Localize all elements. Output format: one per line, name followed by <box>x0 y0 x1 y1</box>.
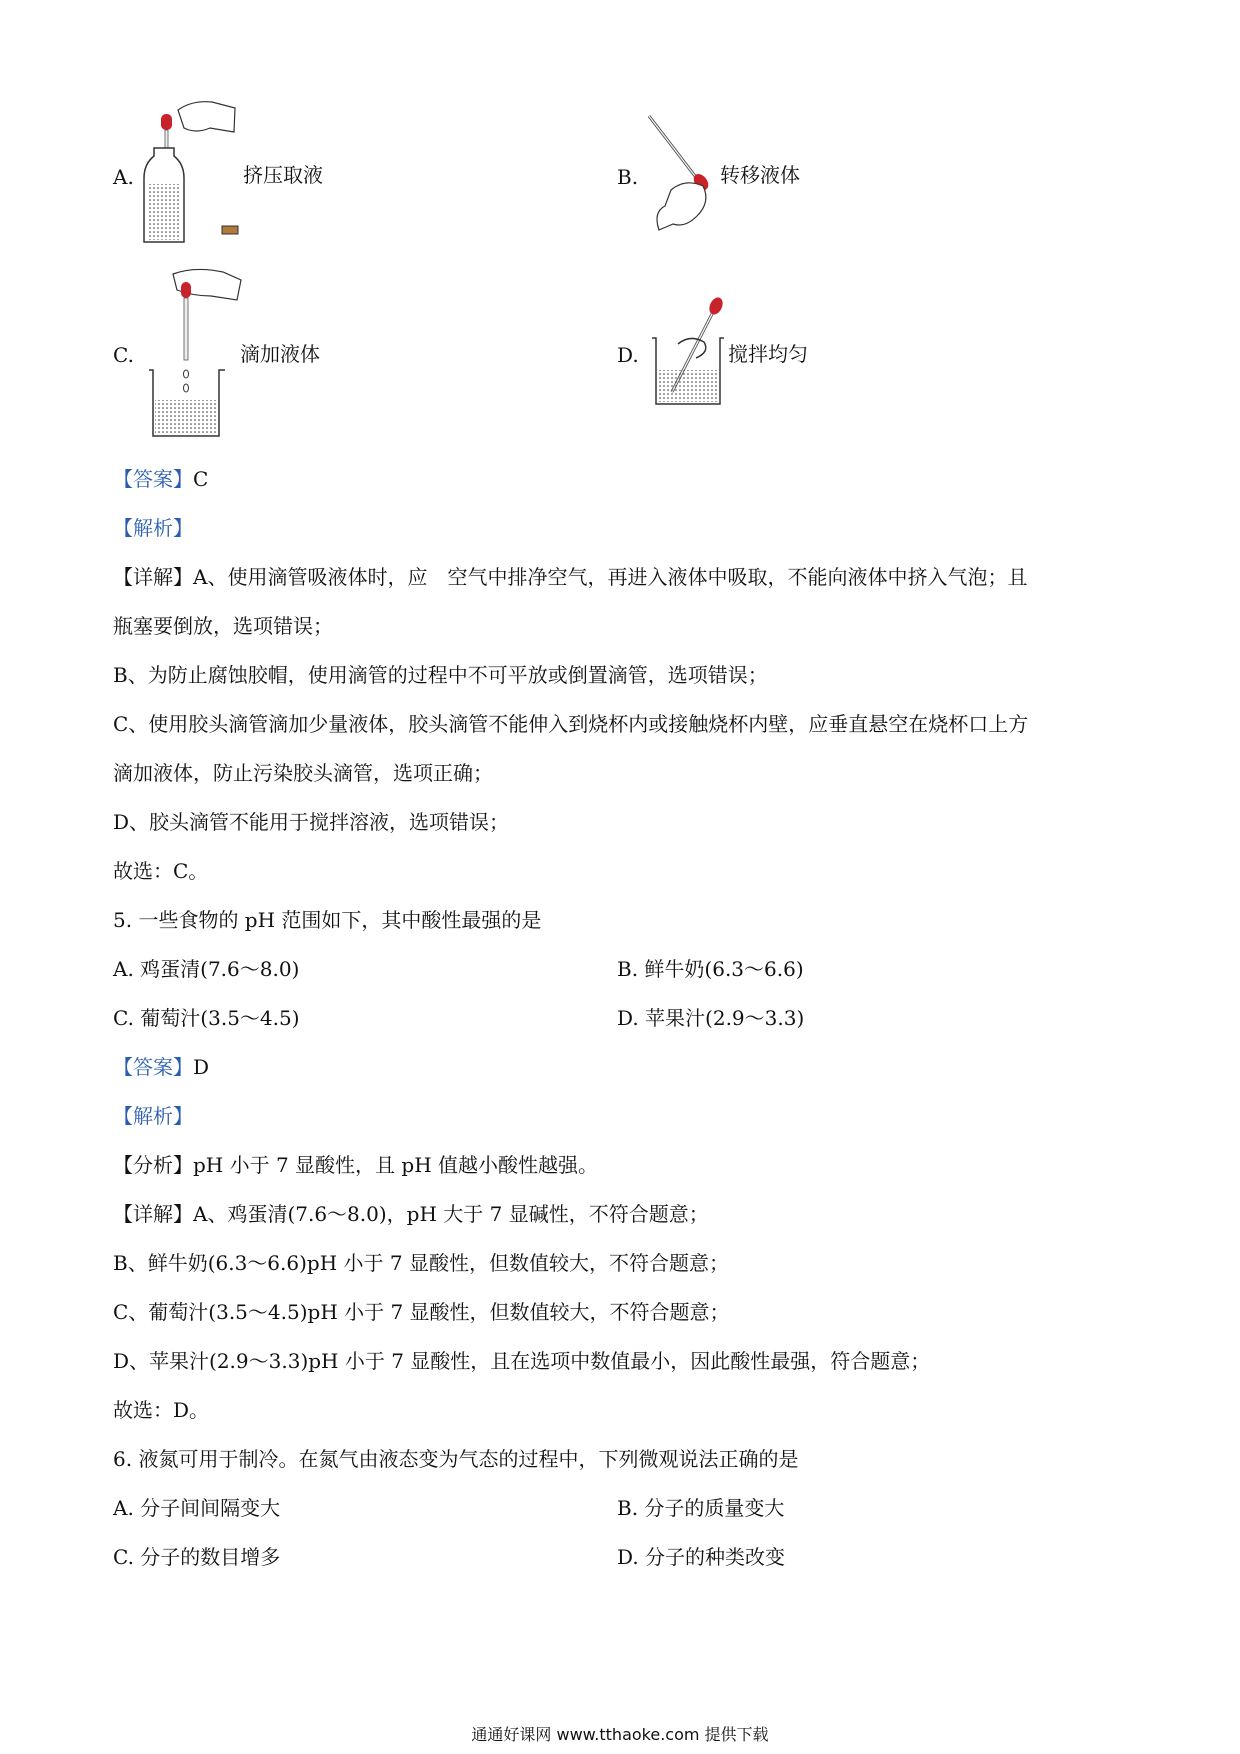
q5-option-a: A. 鸡蛋清(7.6～8.0) <box>113 957 300 981</box>
q6-option-d: D. 分子的种类改变 <box>617 1545 786 1569</box>
analysis-tag: 【解析】 <box>113 1104 193 1128</box>
analysis-text: pH 小于 7 显酸性，且 pH 值越小酸性越强。 <box>193 1153 598 1177</box>
bottle-stopper <box>222 226 238 234</box>
answer-value: D <box>193 1055 210 1079</box>
detail-line: B、为防止腐蚀胶帽，使用滴管的过程中不可平放或倒置滴管，选项错误； <box>113 663 768 687</box>
dropper-bulb <box>181 282 191 298</box>
transfer-liquid-figure <box>645 112 725 237</box>
option-b-letter: B. <box>617 165 639 189</box>
analysis-tag: 【解析】 <box>113 516 193 540</box>
conclusion-line: 故选：C。 <box>113 859 209 883</box>
detail-line: C、使用胶头滴管滴加少量液体，胶头滴管不能伸入到烧杯内或接触烧杯内壁，应垂直悬空在烧杯口上方 <box>113 712 1029 736</box>
option-d-letter: D. <box>617 343 639 367</box>
page-footer: 通通好课网 www.tthaoke.com 提供下载 <box>471 1725 769 1744</box>
option-c-letter: C. <box>113 343 134 367</box>
analysis-line <box>113 1155 598 1175</box>
dropper-bulb <box>707 296 725 317</box>
stir-uniform-figure <box>650 296 730 411</box>
squeeze-dropper-bottle-figure <box>140 98 240 248</box>
option-b-label: 转移液体 <box>720 163 800 187</box>
detail-line: 【详解】A、鸡蛋清(7.6～8.0)，pH 大于 7 显碱性，不符合题意； <box>113 1202 709 1226</box>
detail-line: 【详解】A、使用滴管吸液体时，应 空气中排净空气，再进入液体中吸取，不能向液体中挤入气泡；且 <box>113 565 1028 589</box>
answer-value: C <box>193 467 209 491</box>
question-stem-5: 5. 一些食物的 pH 范围如下，其中酸性最强的是 <box>113 908 542 932</box>
q6-option-a: A. 分子间间隔变大 <box>113 1496 281 1520</box>
option-d-label: 搅拌均匀 <box>728 342 808 366</box>
detail-line: B、鲜牛奶(6.3～6.6)pH 小于 7 显酸性，但数值较大，不符合题意； <box>113 1251 729 1275</box>
detail-line: C、葡萄汁(3.5～4.5)pH 小于 7 显酸性，但数值较大，不符合题意； <box>113 1300 730 1324</box>
detail-line: 滴加液体，防止污染胶头滴管，选项正确； <box>113 761 493 785</box>
detail-line: 瓶塞要倒放，选项错误； <box>113 614 333 638</box>
q5-option-b: B. 鲜牛奶(6.3～6.6) <box>617 957 804 981</box>
q6-option-b: B. 分子的质量变大 <box>617 1496 785 1520</box>
answer-line-q4 <box>113 469 208 489</box>
option-c-label: 滴加液体 <box>240 342 320 366</box>
q5-option-d: D. 苹果汁(2.9～3.3) <box>617 1006 805 1030</box>
option-a-label: 挤压取液 <box>243 163 323 187</box>
detail-line: D、胶头滴管不能用于搅拌溶液，选项错误； <box>113 810 510 834</box>
q5-option-c: C. 葡萄汁(3.5～4.5) <box>113 1006 300 1030</box>
question-stem-6: 6. 液氮可用于制冷。在氮气由液态变为气态的过程中，下列微观说法正确的是 <box>113 1447 799 1471</box>
option-a-letter: A. <box>113 165 134 189</box>
drip-liquid-figure <box>145 266 245 446</box>
dropper-bulb <box>161 114 172 130</box>
conclusion-line: 故选：D。 <box>113 1398 210 1422</box>
answer-line-q5 <box>113 1057 209 1077</box>
answer-tag: 【答案】 <box>113 467 193 491</box>
detail-line: D、苹果汁(2.9～3.3)pH 小于 7 显酸性，且在选项中数值最小，因此酸性最强，符合题意； <box>113 1349 931 1373</box>
q6-option-c: C. 分子的数目增多 <box>113 1545 281 1569</box>
analysis-head: 【分析】 <box>113 1153 193 1177</box>
answer-tag: 【答案】 <box>113 1055 193 1079</box>
